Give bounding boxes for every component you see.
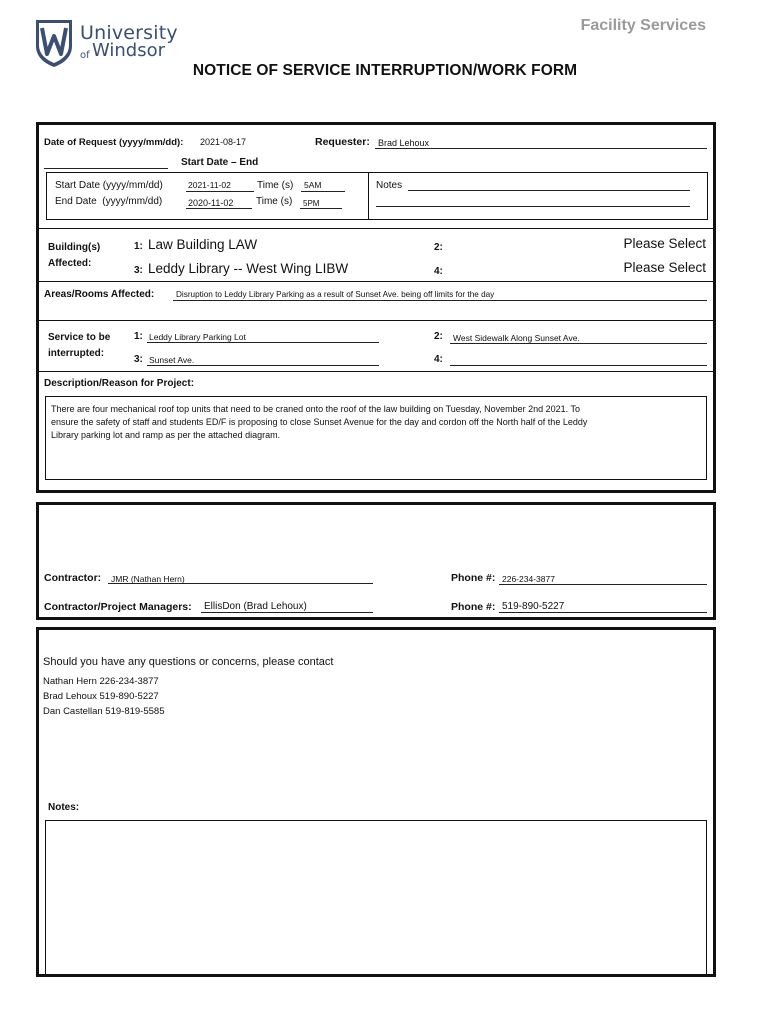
service-4-field[interactable]	[450, 354, 707, 366]
building-1-number: 1:	[134, 241, 143, 252]
service-1-value: Leddy Library Parking Lot	[149, 332, 246, 342]
logo-windsor-text: Windsor	[92, 40, 166, 61]
logo-of-text: of	[80, 50, 90, 61]
service-4-number: 4:	[434, 354, 443, 365]
notes-divider	[368, 172, 369, 220]
areas-label: Areas/Rooms Affected:	[44, 289, 155, 300]
start-date-label: Start Date (yyyy/mm/dd)	[55, 180, 163, 191]
building-3-select[interactable]: Leddy Library -- West Wing LIBW	[148, 261, 349, 276]
department-name: Facility Services	[580, 17, 706, 34]
end-time-value: 5PM	[303, 199, 320, 208]
description-line-3: Library parking lot and ramp as per the attached diagram.	[51, 430, 281, 440]
description-label: Description/Reason for Project:	[44, 378, 195, 389]
notes-label: Notes	[376, 180, 403, 191]
service-label-line2: interrupted:	[48, 348, 105, 359]
notes-section-label: Notes:	[48, 802, 80, 813]
service-label-line1: Service to be	[48, 332, 111, 343]
service-1-number: 1:	[134, 331, 143, 342]
buildings-label-line1: Building(s)	[48, 242, 101, 253]
pm-phone-label: Phone #:	[451, 601, 496, 613]
date-range-underline	[44, 157, 168, 169]
building-1-select[interactable]: Law Building LAW	[148, 237, 258, 252]
building-3-number: 3:	[134, 265, 143, 276]
start-date-value: 2021-11-02	[188, 180, 231, 190]
date-range-label: Start Date – End	[181, 157, 259, 168]
date-of-request-value[interactable]: 2021-08-17	[200, 137, 247, 147]
form-title: NOTICE OF SERVICE INTERRUPTION/WORK FORM	[192, 62, 578, 79]
notes-field-line2[interactable]	[376, 195, 690, 207]
university-shield-logo	[34, 18, 74, 68]
contact-1: Nathan Hern 226-234-3877	[43, 676, 159, 687]
contractor-value: JMR (Nathan Hern)	[111, 574, 185, 584]
phone-value: 226-234-3877	[502, 574, 555, 584]
building-4-select[interactable]: Please Select	[623, 260, 706, 275]
areas-value: Disruption to Leddy Library Parking as a result of Sunset Ave. being off limits for the day	[176, 290, 495, 299]
description-line-2: ensure the safety of staff and students ED/F is proposing to close Sunset Avenue for the day and cordon off the North half of the Leddy	[51, 417, 588, 427]
phone-label: Phone #:	[451, 572, 496, 584]
project-managers-value: EllisDon (Brad Lehoux)	[204, 601, 307, 612]
date-of-request-label: Date of Request (yyyy/mm/dd):	[44, 137, 184, 148]
building-2-number: 2:	[434, 242, 443, 253]
start-time-label: Time (s)	[257, 180, 294, 191]
end-date-value: 2020-11-02	[188, 198, 234, 208]
contact-2: Brad Lehoux 519-890-5227	[43, 691, 159, 702]
buildings-label-line2: Affected:	[48, 258, 92, 269]
service-3-number: 3:	[134, 354, 143, 365]
service-2-number: 2:	[434, 331, 443, 342]
contact-intro: Should you have any questions or concerns, please contact	[43, 656, 334, 668]
service-3-value: Sunset Ave.	[149, 355, 195, 365]
service-2-value: West Sidewalk Along Sunset Ave.	[453, 333, 580, 343]
notes-field-line1[interactable]	[408, 179, 690, 191]
pm-phone-value: 519-890-5227	[502, 601, 565, 612]
end-date-label: End Date (yyyy/mm/dd)	[55, 196, 163, 207]
requester-value: Brad Lehoux	[378, 138, 430, 148]
building-4-number: 4:	[434, 266, 443, 277]
contractor-label: Contractor:	[44, 572, 102, 584]
project-managers-label: Contractor/Project Managers:	[44, 601, 192, 613]
requester-label: Requester:	[315, 136, 370, 148]
contact-3: Dan Castellan 519-819-5585	[43, 706, 165, 717]
start-time-value: 5AM	[304, 180, 322, 190]
building-2-select[interactable]: Please Select	[623, 236, 706, 251]
logo-university-text: University	[80, 22, 178, 44]
description-line-1: There are four mechanical roof top units that need to be craned onto the roof of the law building on Tuesday, November 2nd 2021. To	[51, 404, 581, 414]
notes-textarea[interactable]	[45, 820, 707, 976]
end-time-label: Time (s)	[256, 196, 293, 207]
